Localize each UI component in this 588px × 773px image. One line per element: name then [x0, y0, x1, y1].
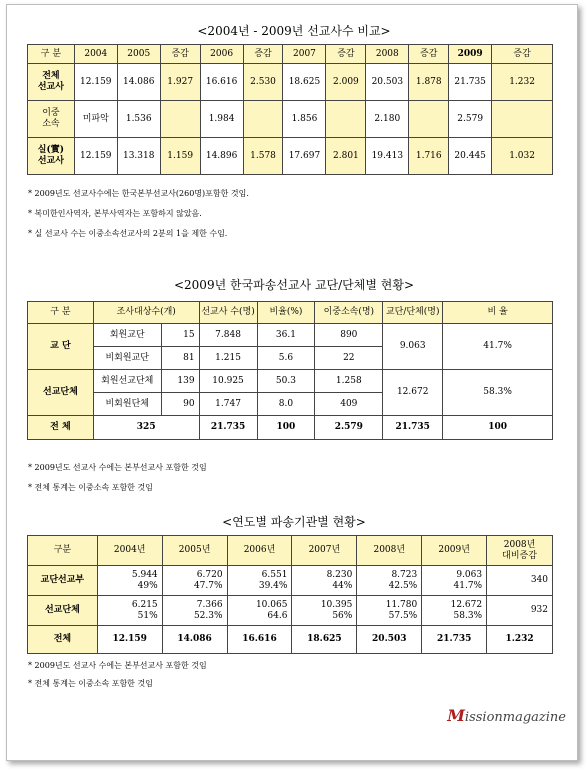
row-label: 전체 선교사: [28, 64, 75, 101]
row-label: 교단선교부: [28, 566, 98, 596]
cell: 22: [315, 347, 383, 370]
cell: 8.230 44%: [292, 566, 357, 596]
header-cell: 2006년: [227, 536, 292, 566]
cell: 1.927: [160, 64, 200, 101]
cell: 19.413: [366, 138, 409, 175]
row-label: 실(實) 선교사: [28, 138, 75, 175]
cell: [326, 101, 366, 138]
header-cell: 2008년 대비증감: [487, 536, 553, 566]
header-cell: 구 분: [28, 302, 94, 324]
cell: 1.747: [199, 393, 257, 416]
cell: [243, 101, 283, 138]
cell: 9.063: [383, 324, 443, 370]
header-cell: 비율(%): [257, 302, 315, 324]
header-cell: 이중소속(명): [315, 302, 383, 324]
header-cell: 2008년: [357, 536, 422, 566]
header-cell: 증감: [409, 45, 449, 64]
header-cell: 증감: [243, 45, 283, 64]
cell: 6.720 47.7%: [162, 566, 227, 596]
group-label: 선교단체: [28, 370, 94, 416]
cell: 21.735: [422, 626, 487, 654]
cell: 회원교단: [93, 324, 161, 347]
cell: 1.578: [243, 138, 283, 175]
cell: 890: [315, 324, 383, 347]
cell: 1.716: [409, 138, 449, 175]
cell: 932: [487, 596, 553, 626]
header-cell: 증감: [492, 45, 553, 64]
cell: 12.159: [97, 626, 162, 654]
table-row: [28, 101, 553, 138]
table3-note: * 2009년도 선교사 수에는 본부선교사 포함한 것임: [28, 661, 207, 670]
cell: 11.780 57.5%: [357, 596, 422, 626]
cell: 회원선교단체: [93, 370, 161, 393]
header-cell: 2005: [117, 45, 160, 64]
cell: [409, 101, 449, 138]
table-row: [28, 64, 553, 101]
cell: 20.503: [357, 626, 422, 654]
cell: 10.395 56%: [292, 596, 357, 626]
cell: 1.258: [315, 370, 383, 393]
cell: 1.984: [200, 101, 243, 138]
cell: 8.723 42.5%: [357, 566, 422, 596]
table-row: [28, 596, 553, 626]
row-label: 이중 소속: [28, 101, 75, 138]
mission-magazine-logo: Missionmagazine: [447, 706, 566, 725]
table-row: [28, 566, 553, 596]
cell: [160, 101, 200, 138]
cell: 21.735: [383, 416, 443, 440]
table2-title: <2009년 한국파송선교사 교단/단체별 현황>: [173, 278, 415, 292]
cell: 10.065 64.6: [227, 596, 292, 626]
table-row: [28, 324, 553, 347]
cell: 2.579: [315, 416, 383, 440]
cell: 1.032: [492, 138, 553, 175]
cell: 5.6: [257, 347, 315, 370]
row-label: 전체: [28, 626, 98, 654]
table3-title: <연도별 파송기관별 현황>: [222, 515, 366, 529]
cell: 7.848: [199, 324, 257, 347]
header-cell: 2007: [283, 45, 326, 64]
cell: 325: [93, 416, 199, 440]
cell: 미파악: [74, 101, 117, 138]
table3-header-row: [28, 536, 553, 566]
cell: 12.672 58.3%: [422, 596, 487, 626]
table1-note: * 복미한인사역자, 본부사역자는 포함하지 않았음.: [28, 209, 202, 218]
header-cell: 구분: [28, 536, 98, 566]
header-cell: 선교사 수(명): [199, 302, 257, 324]
header-cell: 구 분: [28, 45, 75, 64]
cell: 21.735: [199, 416, 257, 440]
cell: 21.735: [449, 64, 492, 101]
cell: 340: [487, 566, 553, 596]
cell: 14.896: [200, 138, 243, 175]
table1-title: <2004년 - 2009년 선교사수 비교>: [197, 24, 391, 38]
cell: 16.616: [227, 626, 292, 654]
table2-note: * 2009년도 선교사 수에는 본부선교사 포함한 것임: [28, 463, 207, 472]
cell: 18.625: [292, 626, 357, 654]
table3-note: * 전체 통계는 이중소속 포함한 것임: [28, 679, 153, 688]
cell: 1.232: [487, 626, 553, 654]
header-cell: 2009: [449, 45, 492, 64]
table3: [27, 535, 553, 654]
cell: 50.3: [257, 370, 315, 393]
cell: 7.366 52.3%: [162, 596, 227, 626]
cell: 5.944 49%: [97, 566, 162, 596]
cell: 100: [257, 416, 315, 440]
cell: 14.086: [162, 626, 227, 654]
cell: 1.215: [199, 347, 257, 370]
cell: 2.801: [326, 138, 366, 175]
total-label: 전 체: [28, 416, 94, 440]
table1-note: * 2009년도 선교사수에는 한국본부선교사(260명)포함한 것임.: [28, 189, 249, 198]
header-cell: 교단/단체(명): [383, 302, 443, 324]
table-row: [28, 138, 553, 175]
cell: 17.697: [283, 138, 326, 175]
header-cell: 2009년: [422, 536, 487, 566]
table-row: [28, 370, 553, 393]
cell: 1.159: [160, 138, 200, 175]
cell: 2.530: [243, 64, 283, 101]
cell: 8.0: [257, 393, 315, 416]
table2: [27, 301, 553, 440]
cell: 비회원단체: [93, 393, 161, 416]
header-cell: 2005년: [162, 536, 227, 566]
table1-note: * 실 선교사 수는 이중소속선교사의 2분의 1을 제한 수임.: [28, 229, 228, 238]
header-cell: 2006: [200, 45, 243, 64]
cell: 100: [443, 416, 553, 440]
table1-header-row: [28, 45, 553, 64]
header-cell: 2004년: [97, 536, 162, 566]
cell: 36.1: [257, 324, 315, 347]
cell: 13.318: [117, 138, 160, 175]
cell: 2.579: [449, 101, 492, 138]
group-label: 교 단: [28, 324, 94, 370]
cell: 12.159: [74, 64, 117, 101]
header-cell: 2008: [366, 45, 409, 64]
cell: 14.086: [117, 64, 160, 101]
header-cell: 2007년: [292, 536, 357, 566]
cell: [492, 101, 553, 138]
cell: 409: [315, 393, 383, 416]
cell: 15: [161, 324, 199, 347]
cell: 비회원교단: [93, 347, 161, 370]
cell: 90: [161, 393, 199, 416]
header-cell: 2004: [74, 45, 117, 64]
cell: 2.180: [366, 101, 409, 138]
cell: 139: [161, 370, 199, 393]
cell: 1.878: [409, 64, 449, 101]
table-row-total: [28, 626, 553, 654]
cell: 1.856: [283, 101, 326, 138]
cell: 41.7%: [443, 324, 553, 370]
cell: 6.215 51%: [97, 596, 162, 626]
row-label: 선교단체: [28, 596, 98, 626]
cell: 12.672: [383, 370, 443, 416]
header-cell: 증감: [326, 45, 366, 64]
table1: [27, 44, 553, 175]
cell: 18.625: [283, 64, 326, 101]
header-cell: 비 율: [443, 302, 553, 324]
cell: 1.232: [492, 64, 553, 101]
cell: 9.063 41.7%: [422, 566, 487, 596]
cell: 81: [161, 347, 199, 370]
cell: 10.925: [199, 370, 257, 393]
table2-note: * 전체 통계는 이중소속 포함한 것임: [28, 483, 153, 492]
cell: 1.536: [117, 101, 160, 138]
cell: 58.3%: [443, 370, 553, 416]
header-cell: 조사대상수(개): [93, 302, 199, 324]
cell: 16.616: [200, 64, 243, 101]
table-row-total: [28, 416, 553, 440]
cell: 20.445: [449, 138, 492, 175]
cell: 6.551 39.4%: [227, 566, 292, 596]
cell: 12.159: [74, 138, 117, 175]
cell: 2.009: [326, 64, 366, 101]
cell: 20.503: [366, 64, 409, 101]
header-cell: 증감: [160, 45, 200, 64]
table2-header-row: [28, 302, 553, 324]
